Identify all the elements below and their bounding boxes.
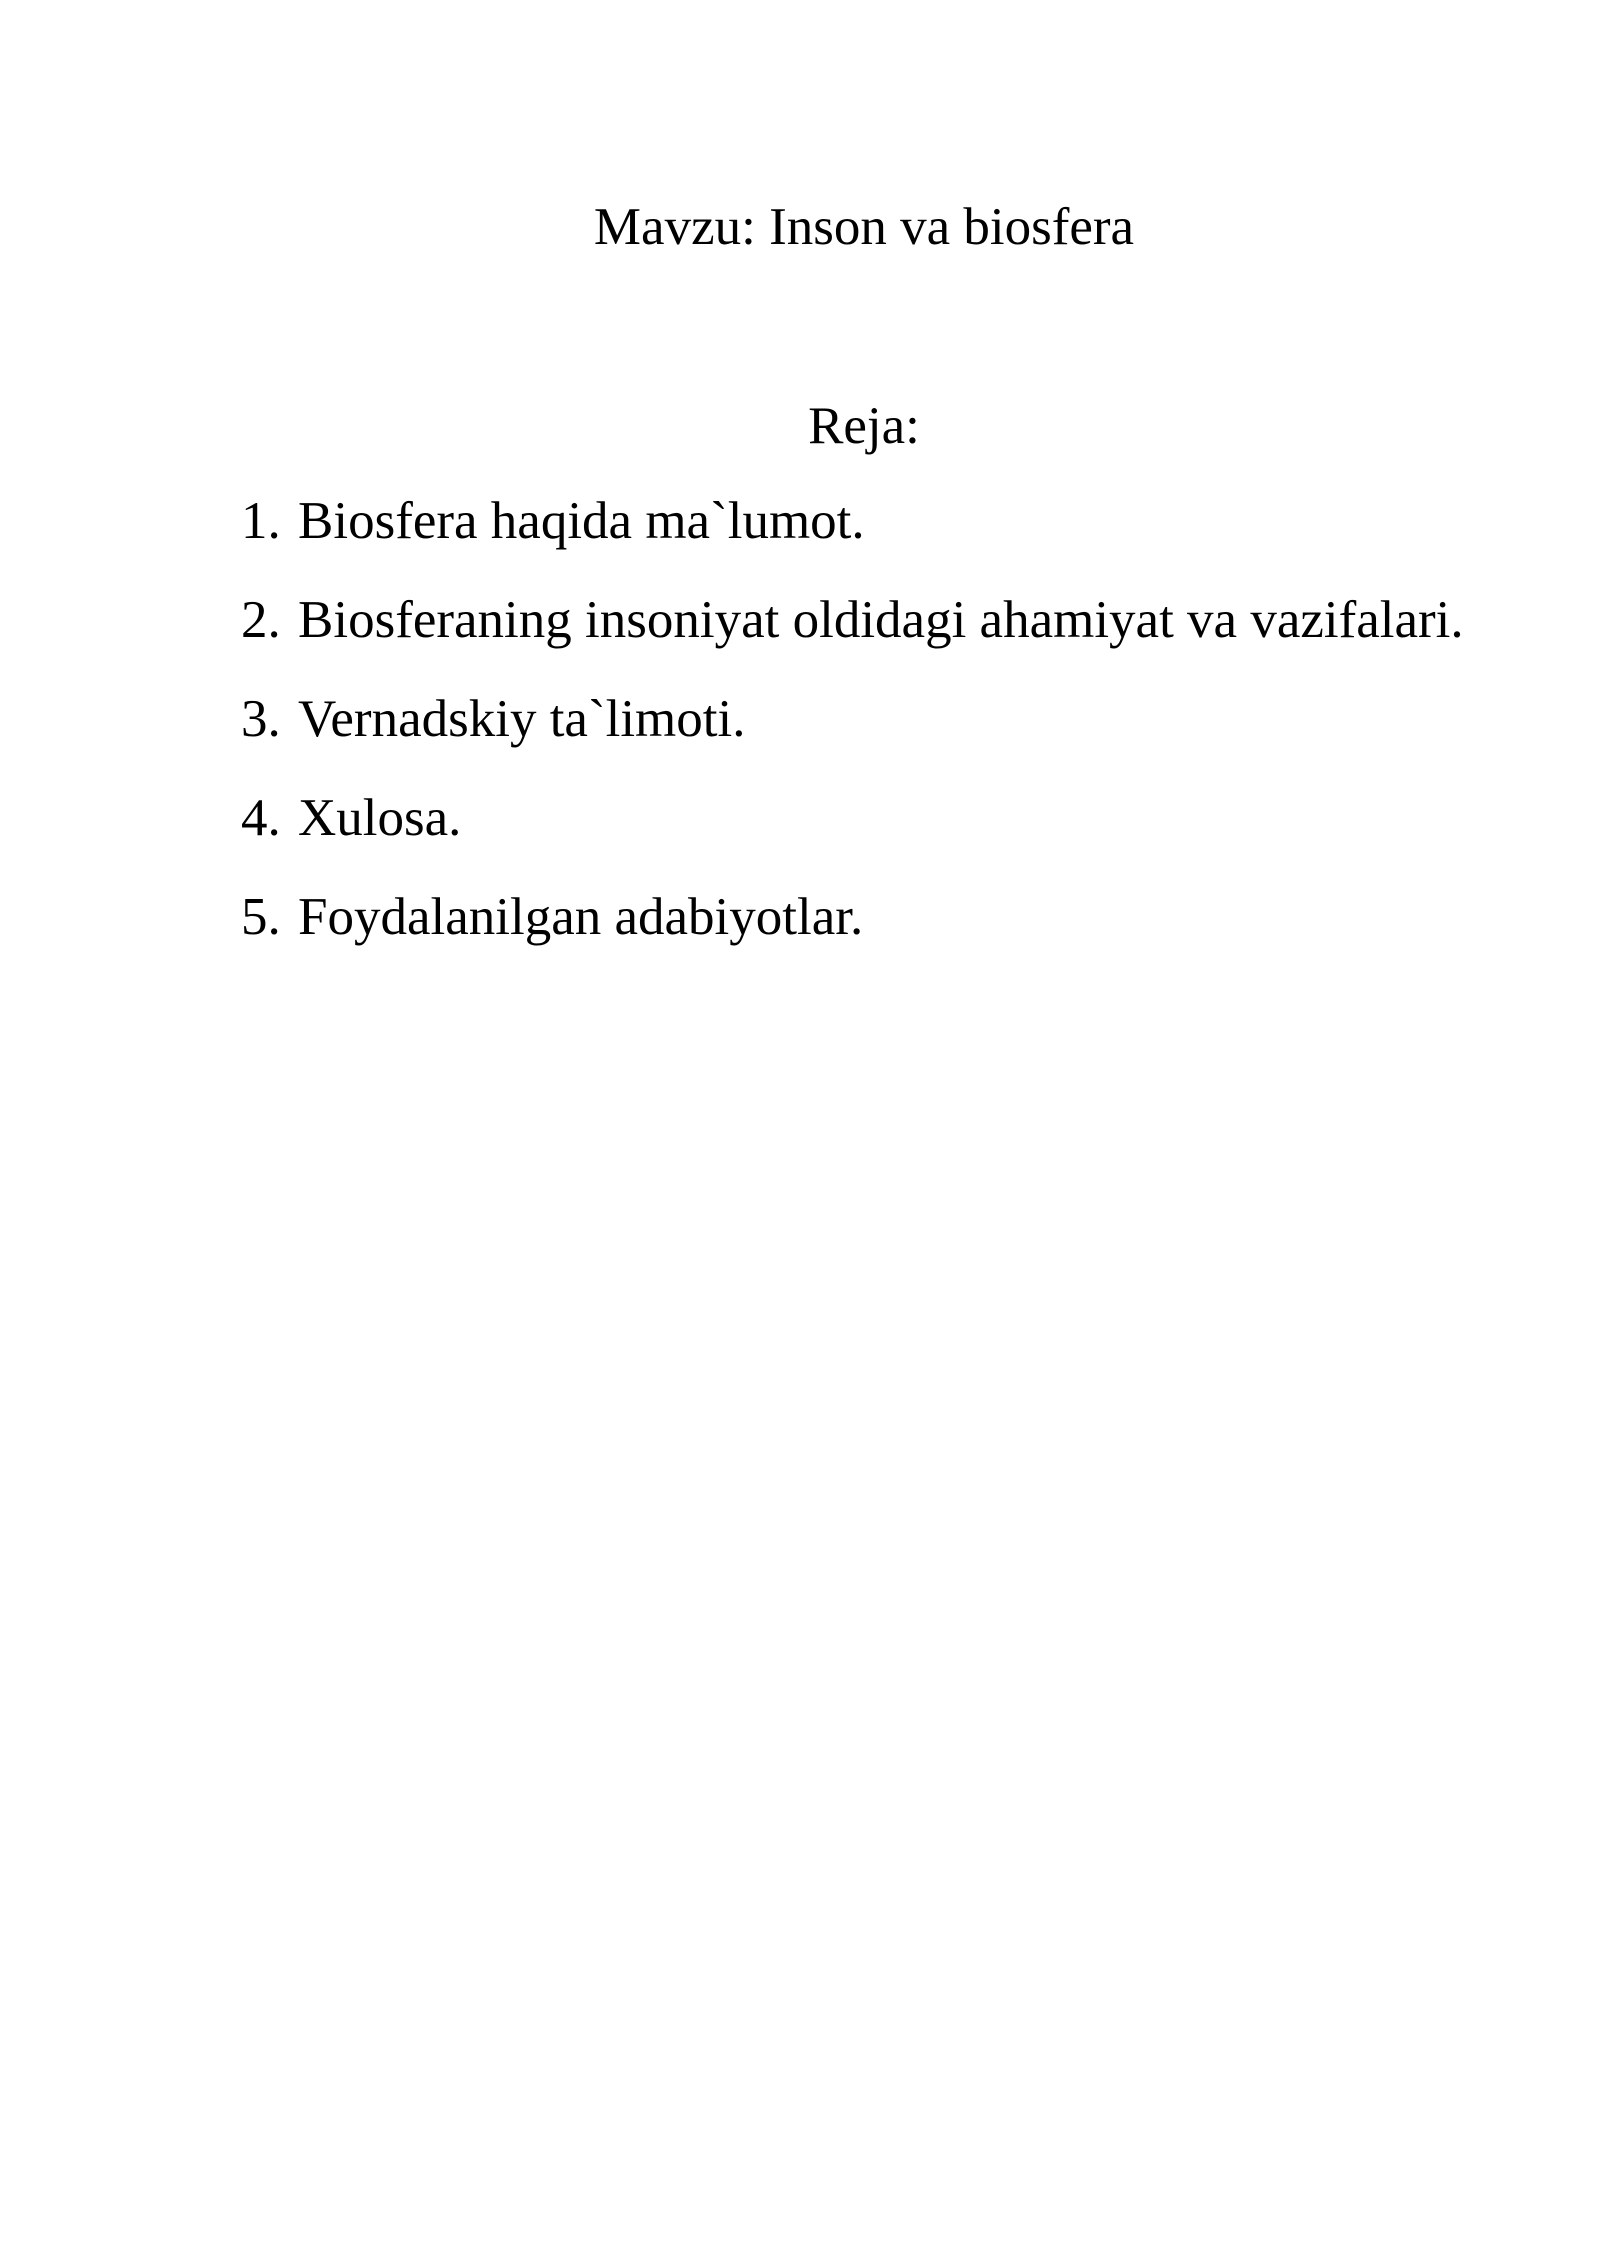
plan-item-text: Vernadskiy ta`limoti. <box>298 690 746 748</box>
plan-heading: Reja: <box>808 397 920 455</box>
plan-item-text: Foydalanilgan adabiyotlar. <box>298 888 864 946</box>
plan-item-number: 1. <box>241 492 281 550</box>
plan-item-4 <box>241 785 1464 884</box>
plan-item-text: Biosferaning insoniyat oldidagi ahamiyat va vazifalari. <box>298 591 1464 649</box>
plan-item-2 <box>241 587 1464 686</box>
plan-item-number: 4. <box>241 789 281 847</box>
plan-item-3 <box>241 686 1464 785</box>
plan-list <box>241 488 1464 983</box>
plan-item-number: 5. <box>241 888 281 946</box>
plan-item-1 <box>241 488 1464 587</box>
plan-item-number: 2. <box>241 591 281 649</box>
plan-item-number: 3. <box>241 690 281 748</box>
plan-item-text: Biosfera haqida ma`lumot. <box>298 492 865 550</box>
document-topic-title: Mavzu: Inson va biosfera <box>593 198 1135 256</box>
plan-item-text: Xulosa. <box>298 789 462 847</box>
plan-item-5 <box>241 884 1464 983</box>
